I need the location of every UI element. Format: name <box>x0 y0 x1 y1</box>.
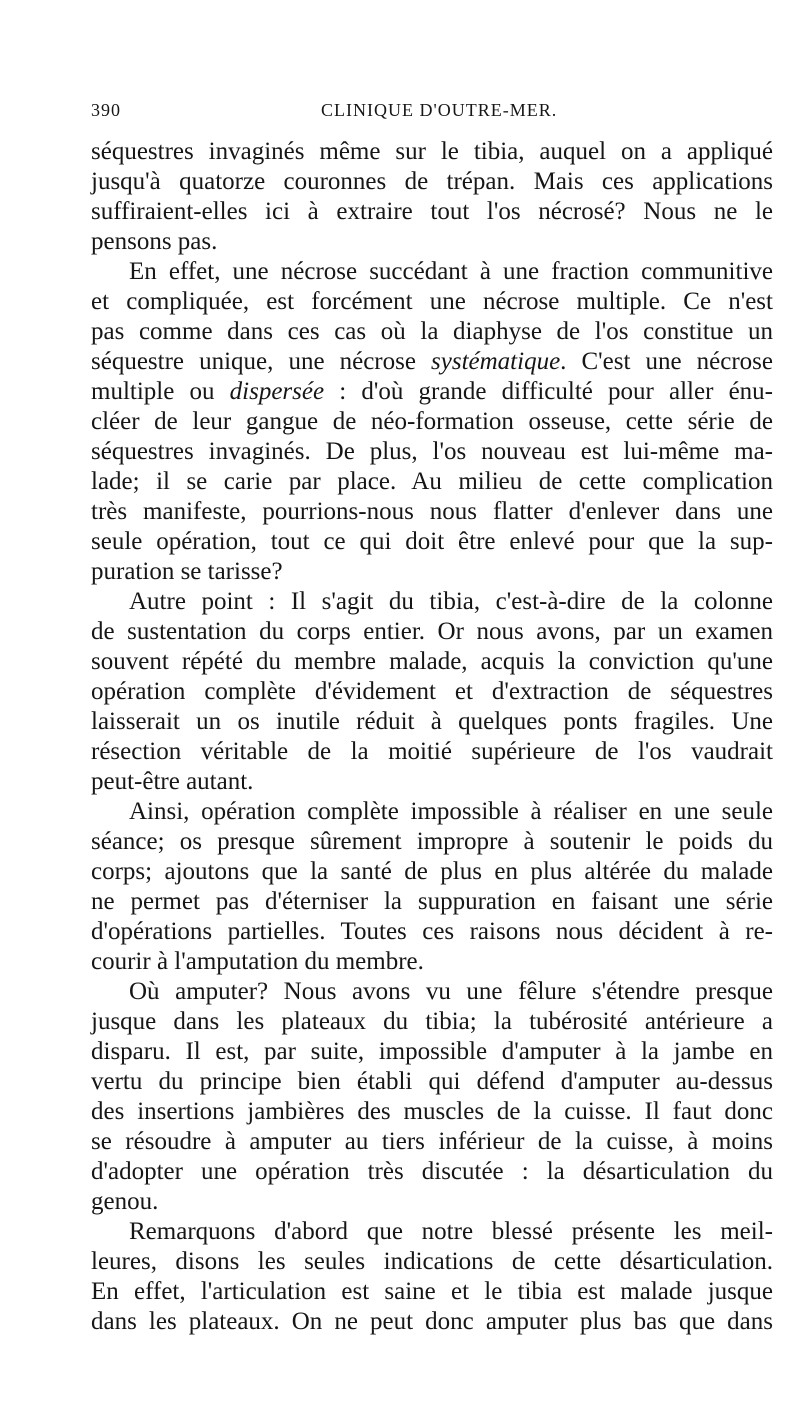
text-line: multiple ou dispersée : d'où grande difficulté pour aller énu- <box>91 378 773 405</box>
text-line: disparu. Il est, par suite, impossible d'amputer à la jambe en <box>91 1038 773 1065</box>
body-text <box>91 137 773 1337</box>
text-line: se résoudre à amputer au tiers inférieur de la cuisse, à moins <box>91 1128 773 1155</box>
text-line: Où amputer? Nous avons vu une fêlure s'étendre presque <box>129 978 773 1005</box>
text-line: courir à l'amputation du membre. <box>91 948 424 975</box>
paragraph <box>91 1217 773 1337</box>
text-line: d'adopter une opération très discutée : la désarticulation du <box>91 1158 773 1185</box>
text-line: des insertions jambières des muscles de la cuisse. Il faut donc <box>91 1098 773 1125</box>
text-line: En effet, une nécrose succédant à une fraction communitive <box>129 258 773 285</box>
text-line: souvent répété du membre malade, acquis la conviction qu'une <box>91 648 773 675</box>
paragraph <box>91 977 773 1217</box>
page-number: 390 <box>91 100 121 120</box>
text-line: jusque dans les plateaux du tibia; la tubérosité antérieure a <box>91 1008 773 1035</box>
text-line: suffiraient-elles ici à extraire tout l'os nécrosé? Nous ne le <box>91 198 773 225</box>
text-line: ne permet pas d'éterniser la suppuration en faisant une série <box>91 888 773 915</box>
text-line: jusqu'à quatorze couronnes de trépan. Mais ces applications <box>91 168 773 195</box>
text-line: opération complète d'évidement et d'extraction de séquestres <box>91 678 773 705</box>
text-line: lade; il se carie par place. Au milieu de cette complication <box>91 468 773 495</box>
text-line: Remarquons d'abord que notre blessé présente les meil- <box>129 1218 773 1245</box>
text-line: genou. <box>91 1188 159 1215</box>
text-line: résection véritable de la moitié supérieure de l'os vaudrait <box>91 738 773 765</box>
emphasis: systématique <box>431 348 561 375</box>
text-line: séquestres invaginés même sur le tibia, auquel on a appliqué <box>91 138 773 165</box>
text-line: seule opération, tout ce qui doit être enlevé pour que la sup- <box>91 528 773 555</box>
text-line: En effet, l'articulation est saine et le tibia est malade jusque <box>91 1278 773 1305</box>
text-line: cléer de leur gangue de néo-formation osseuse, cette série de <box>91 408 773 435</box>
text-line: de sustentation du corps entier. Or nous avons, par un examen <box>91 618 773 645</box>
paragraph <box>91 587 773 797</box>
paragraph <box>91 797 773 977</box>
paragraph <box>91 137 773 257</box>
text-line: séquestre unique, une nécrose systématique. C'est une nécrose <box>91 348 774 375</box>
text-line: dans les plateaux. On ne peut donc amputer plus bas que dans <box>91 1308 773 1335</box>
running-head: CLINIQUE D'OUTRE-MER. <box>321 100 558 120</box>
text-line: très manifeste, pourrions-nous nous flatter d'enlever dans une <box>91 498 773 525</box>
paragraph <box>91 257 773 587</box>
text-line: leures, disons les seules indications de cette désarticulation. <box>91 1248 773 1275</box>
text-line: peut-être autant. <box>91 768 254 795</box>
text-line: Autre point : Il s'agit du tibia, c'est-à-dire de la colonne <box>129 588 773 615</box>
text-line: séance; os presque sûrement impropre à soutenir le poids du <box>91 828 773 855</box>
text-line: puration se tarisse? <box>91 558 283 585</box>
text-line: laisserait un os inutile réduit à quelques ponts fragiles. Une <box>91 708 773 735</box>
text-line: Ainsi, opération complète impossible à réaliser en une seule <box>129 798 773 825</box>
text-line: séquestres invaginés. De plus, l'os nouveau est lui-même ma- <box>91 438 773 465</box>
text-line: corps; ajoutons que la santé de plus en plus altérée du malade <box>91 858 773 885</box>
text-line: pensons pas. <box>91 228 218 255</box>
text-line: et compliquée, est forcément une nécrose multiple. Ce n'est <box>91 288 773 315</box>
emphasis: dispersée <box>229 378 325 405</box>
page-header <box>91 100 771 130</box>
text-line: vertu du principe bien établi qui défend d'amputer au-dessus <box>91 1068 773 1095</box>
text-line: d'opérations partielles. Toutes ces raisons nous décident à re- <box>91 918 773 945</box>
text-line: pas comme dans ces cas où la diaphyse de l'os constitue un <box>91 318 773 345</box>
